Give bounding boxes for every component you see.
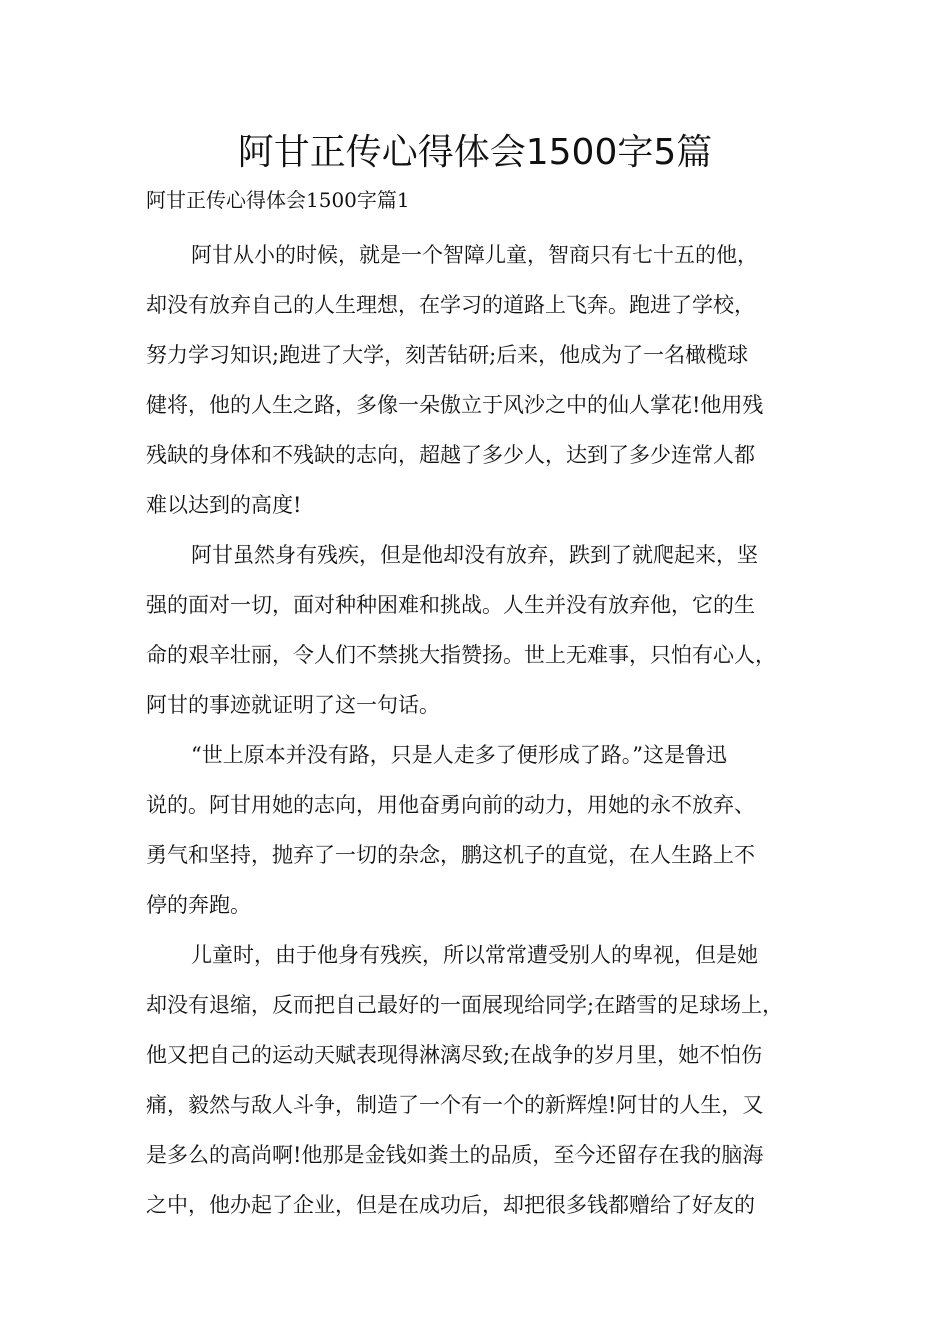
paragraph-line: “世上原本并没有路，只是人走多了便形成了路。”这是鲁迅 [191,743,727,767]
paragraph-line: 说的。阿甘用她的志向，用他奋勇向前的动力，用她的永不放弃、 [146,793,755,817]
paragraph-line: 儿童时，由于他身有残疾，所以常常遭受别人的卑视，但是她 [191,943,758,967]
paragraph-line: 痛，毅然与敌人斗争，制造了一个有一个的新辉煌!阿甘的人生，又 [146,1093,764,1117]
paragraph [146,730,826,930]
paragraph-line: 勇气和坚持，抛弃了一切的杂念，鹏这机子的直觉，在人生路上不 [146,843,755,867]
paragraph-line: 强的面对一切，面对种种困难和挑战。人生并没有放弃他，它的生 [146,593,755,617]
paragraph-line: 努力学习知识;跑进了大学，刻苦钻研;后来，他成为了一名橄榄球 [146,343,749,367]
paragraph-line: 之中，他办起了企业，但是在成功后，却把很多钱都赠给了好友的 [146,1193,755,1217]
paragraph-line: 阿甘从小的时候，就是一个智障儿童，智商只有七十五的他， [191,243,758,267]
paragraph-line: 难以达到的高度! [146,493,302,517]
paragraph-line: 他又把自己的运动天赋表现得淋漓尽致;在战争的岁月里，她不怕伤 [146,1043,763,1067]
document-title: 阿甘正传心得体会1500字5篇 [237,132,713,173]
paragraph [146,530,826,730]
paragraph-line: 阿甘虽然身有残疾，但是他却没有放弃，跌到了就爬起来，坚 [191,543,758,567]
document-body [146,230,826,1230]
paragraph-line: 停的奔跑。 [146,893,251,917]
paragraph-line: 残缺的身体和不残缺的志向，超越了多少人，达到了多少连常人都 [146,443,755,467]
paragraph-line: 阿甘的事迹就证明了这一句话。 [146,693,440,717]
paragraph-line: 命的艰辛壮丽，令人们不禁挑大指赞扬。世上无难事，只怕有心人， [146,643,776,667]
paragraph-line: 是多么的高尚啊!他那是金钱如粪土的品质，至今还留存在我的脑海 [146,1143,764,1167]
paragraph [146,230,826,530]
paragraph [146,930,826,1230]
paragraph-line: 却没有退缩，反而把自己最好的一面展现给同学;在踏雪的足球场上， [146,993,784,1017]
paragraph-line: 却没有放弃自己的人生理想，在学习的道路上飞奔。跑进了学校， [146,293,755,317]
paragraph-line: 健将，他的人生之路，多像一朵傲立于风沙之中的仙人掌花!他用残 [146,393,764,417]
section-heading: 阿甘正传心得体会1500字篇1 [146,188,410,212]
